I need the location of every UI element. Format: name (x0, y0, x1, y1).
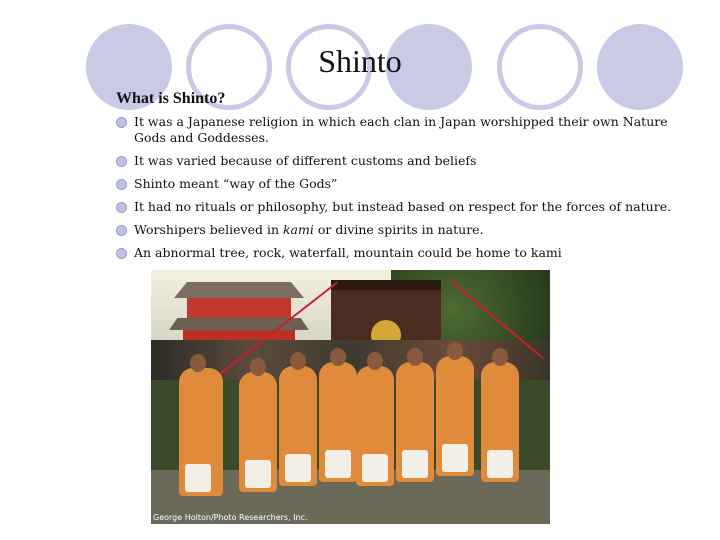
photo-procession-figure (239, 372, 277, 492)
circle-bullet-icon (116, 156, 127, 167)
bullet-text: Worshipers believed in kami or divine spirits in nature. (134, 222, 484, 237)
circle-bullet-icon (116, 225, 127, 236)
circle-bullet-icon (116, 179, 127, 190)
bullet-item (116, 114, 676, 146)
bullet-item (116, 222, 676, 238)
bullet-text: It was a Japanese religion in which each clan in Japan worshipped their own Nature Gods and Goddesses. (134, 114, 668, 145)
shinto-procession-photo (151, 270, 550, 524)
photo-procession-figure (396, 362, 434, 482)
bullet-item (116, 176, 676, 192)
bullet-text: It had no rituals or philosophy, but instead based on respect for the forces of nature. (134, 199, 672, 214)
bullet-item (116, 245, 676, 261)
bullet-text: Shinto meant “way of the Gods” (134, 176, 338, 191)
bullet-item (116, 199, 676, 215)
bullet-list (116, 114, 676, 268)
slide-title: Shinto (318, 43, 402, 79)
photo-credit: George Holton/Photo Researchers, Inc. (153, 513, 308, 522)
photo-procession-figure (436, 356, 474, 476)
circle-bullet-icon (116, 117, 127, 128)
subheading: What is Shinto? (116, 90, 226, 107)
photo-procession-figure (481, 362, 519, 482)
bullet-item (116, 153, 676, 169)
photo-procession-figure (279, 366, 317, 486)
circle-bullet-icon (116, 202, 127, 213)
photo-procession-figure (319, 362, 357, 482)
photo-procession-figure (356, 366, 394, 486)
circle-bullet-icon (116, 248, 127, 259)
bullet-text: It was varied because of different customs and beliefs (134, 153, 477, 168)
bullet-text: An abnormal tree, rock, waterfall, mountain could be home to kami (134, 245, 562, 260)
photo-procession-figure (179, 368, 223, 496)
